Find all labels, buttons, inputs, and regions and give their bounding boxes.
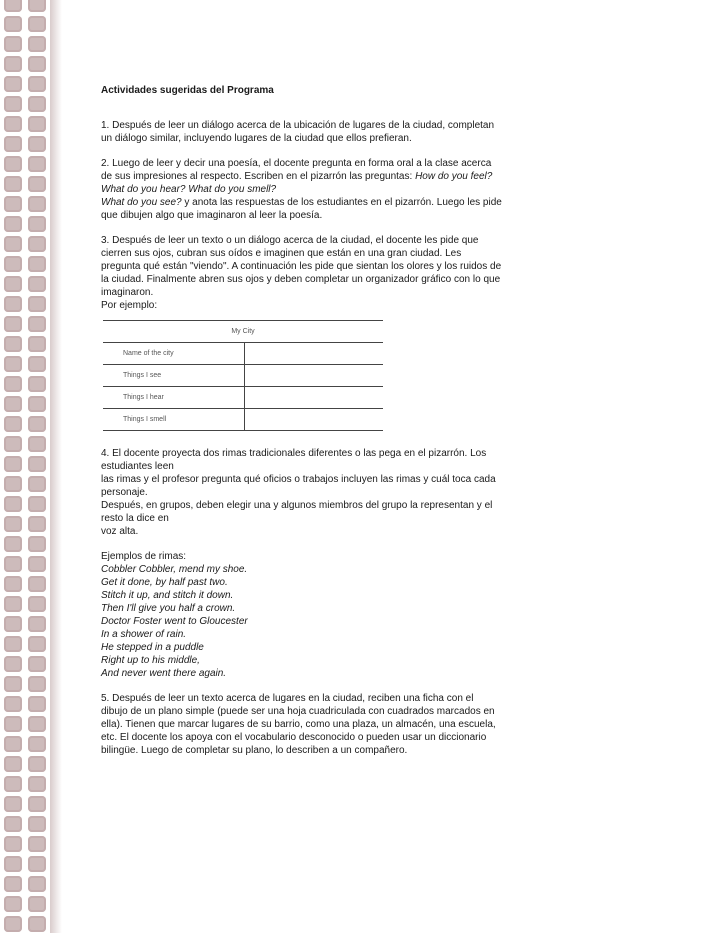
binding-hole [4,776,22,792]
binding-hole [28,236,46,252]
binding-hole [28,796,46,812]
activity-4 [101,447,623,538]
activity-2 [101,157,623,222]
binding-hole [4,316,22,332]
activity-4-line: estudiantes leen [101,461,174,472]
binding-hole [4,716,22,732]
binding-hole [28,696,46,712]
binding-hole [28,396,46,412]
binding-hole [4,96,22,112]
binding-hole [4,396,22,412]
binding-hole [4,236,22,252]
binding-hole [28,856,46,872]
rhyme-examples-label: Ejemplos de rimas: [101,551,187,562]
binding-hole [28,496,46,512]
binding-hole [4,416,22,432]
binding-hole [4,576,22,592]
activity-5 [101,692,623,757]
binding-hole [28,316,46,332]
activity-4-line: personaje. [101,487,148,498]
binding-hole [4,176,22,192]
binding-hole [4,76,22,92]
perforated-binding-strip [0,0,62,933]
activity-4-line: voz alta. [101,526,139,537]
binding-hole [28,96,46,112]
binding-hole [4,896,22,912]
binding-hole [4,36,22,52]
organizer-header: My City [103,321,383,343]
graphic-organizer-table [103,320,383,431]
binding-hole [28,596,46,612]
activity-3-line: pregunta qué están "viendo". A continuación les pide que sientan los olores y los ruidos de [101,261,502,272]
organizer-row-label: Name of the city [103,343,245,365]
binding-hole [28,456,46,472]
binding-hole [4,356,22,372]
binding-hole [28,836,46,852]
binding-hole [4,616,22,632]
binding-hole [28,656,46,672]
binding-hole [4,916,22,932]
activity-2-line [101,170,623,183]
binding-hole [28,56,46,72]
rhyme-line: Then I'll give you half a crown. [101,603,236,614]
document-page [101,84,623,769]
binding-holes-right [28,0,46,933]
binding-hole [4,516,22,532]
binding-hole [4,276,22,292]
activity-3-line: 3. Después de leer un texto o un diálogo acerca de la ciudad, el docente les pide que [101,235,479,246]
binding-hole [28,156,46,172]
binding-hole [28,676,46,692]
binding-hole [28,736,46,752]
binding-hole [28,476,46,492]
activity-4-line: las rimas y el profesor pregunta qué oficios o trabajos incluyen las rimas y cuál toca cada [101,474,496,485]
binding-hole [4,676,22,692]
binding-hole [28,176,46,192]
activity-1 [101,119,623,145]
activity-4-line: Después, en grupos, deben elegir una y algunos miembros del grupo la representan y el [101,500,493,511]
rhyme-line: Get it done, by half past two. [101,577,228,588]
activity-3-line: cierren sus ojos, cubran sus oídos e imaginen que están en una gran ciudad. Les [101,248,462,259]
binding-hole [28,296,46,312]
binding-hole [4,16,22,32]
binding-hole [28,36,46,52]
binding-hole [28,0,46,12]
binding-hole [28,136,46,152]
activity-5-line: bilingüe. Luego de completar su plano, lo describen a un compañero. [101,745,408,756]
binding-hole [28,576,46,592]
binding-hole [4,696,22,712]
binding-hole [28,896,46,912]
binding-hole [4,336,22,352]
binding-holes-left [4,0,22,933]
organizer-row-label: Things I see [103,365,245,387]
binding-hole [4,296,22,312]
binding-hole [4,216,22,232]
binding-hole [28,376,46,392]
activity-3-line: la ciudad. Finalmente abren sus ojos y deben completar un organizador gráfico con lo que [101,274,501,285]
binding-hole [28,416,46,432]
activity-3 [101,234,623,312]
organizer-answer-cell [245,365,384,387]
binding-hole [4,496,22,512]
binding-hole [28,336,46,352]
binding-hole [4,136,22,152]
activity-2-line: que dibujen algo que imaginaron al leer la poesía. [101,210,323,221]
activity-2-question: How do you feel? [415,171,493,182]
binding-hole [4,636,22,652]
document-title: Actividades sugeridas del Programa [101,85,274,96]
rhyme-line: Cobbler Cobbler, mend my shoe. [101,564,248,575]
activity-2-text: y anota las respuestas de los estudiantes en el pizarrón. Luego les pide [181,197,502,208]
binding-hole [4,476,22,492]
binding-hole [4,856,22,872]
binding-hole [4,0,22,12]
binding-hole [28,76,46,92]
binding-hole [28,876,46,892]
activity-2-line: 2. Luego de leer y decir una poesía, el docente pregunta en forma oral a la clase acerca [101,158,492,169]
rhyme-examples [101,550,623,680]
activity-3-line: imaginaron. [101,287,154,298]
binding-hole [28,16,46,32]
activity-1-line: 1. Después de leer un diálogo acerca de la ubicación de lugares de la ciudad, completan [101,120,495,131]
rhyme-line: Stitch it up, and stitch it down. [101,590,234,601]
binding-hole [28,196,46,212]
activity-5-line: etc. El docente los apoya con el vocabulario desconocido o pueden usar un diccionario [101,732,487,743]
activity-4-line: 4. El docente proyecta dos rimas tradicionales diferentes o las pega en el pizarrón. Los [101,448,487,459]
binding-hole [28,356,46,372]
binding-hole [4,556,22,572]
binding-hole [28,216,46,232]
binding-hole [28,916,46,932]
binding-hole [28,776,46,792]
binding-hole [28,636,46,652]
activity-3-example-label: Por ejemplo: [101,300,158,311]
binding-hole [4,456,22,472]
binding-hole [28,436,46,452]
organizer-answer-cell [245,409,384,431]
rhyme-line: And never went there again. [101,668,227,679]
rhyme-line: He stepped in a puddle [101,642,204,653]
binding-hole [4,836,22,852]
activity-2-question: What do you hear? What do you smell? [101,184,277,195]
activity-1-line: un diálogo similar, incluyendo lugares de la ciudad que ellos prefieran. [101,133,412,144]
binding-hole [4,376,22,392]
activity-2-text: de sus impresiones al respecto. Escriben en el pizarrón las preguntas: [101,171,416,182]
activity-2-line [101,196,623,209]
rhyme-line: Right up to his middle, [101,655,200,666]
binding-hole [4,656,22,672]
binding-hole [28,616,46,632]
binding-hole [4,816,22,832]
binding-hole [4,536,22,552]
binding-hole [4,156,22,172]
binding-hole [4,116,22,132]
rhyme-line: In a shower of rain. [101,629,187,640]
binding-hole [28,816,46,832]
activity-5-line: dibujo de un plano simple (puede ser una hoja cuadriculada con cuadrados marcados en [101,706,495,717]
binding-hole [28,556,46,572]
binding-hole [4,56,22,72]
binding-hole [4,756,22,772]
organizer-answer-cell [245,387,384,409]
binding-hole [28,716,46,732]
binding-strip-shadow [50,0,62,933]
organizer-row-label: Things I smell [103,409,245,431]
activity-5-line: ella). Tienen que marcar lugares de su barrio, como una plaza, un almacén, una escuela, [101,719,496,730]
binding-hole [28,256,46,272]
rhyme-line: Doctor Foster went to Gloucester [101,616,248,627]
binding-hole [4,196,22,212]
activity-5-line: 5. Después de leer un texto acerca de lugares en la ciudad, reciben una ficha con el [101,693,474,704]
binding-hole [4,256,22,272]
binding-hole [28,756,46,772]
binding-hole [4,736,22,752]
binding-hole [28,116,46,132]
binding-hole [28,276,46,292]
binding-hole [28,536,46,552]
activity-2-question: What do you see? [101,197,182,208]
activity-4-line: resto la dice en [101,513,169,524]
binding-hole [4,796,22,812]
organizer-row-label: Things I hear [103,387,245,409]
organizer-answer-cell [245,343,384,365]
binding-hole [4,876,22,892]
binding-hole [28,516,46,532]
binding-hole [4,436,22,452]
binding-hole [4,596,22,612]
